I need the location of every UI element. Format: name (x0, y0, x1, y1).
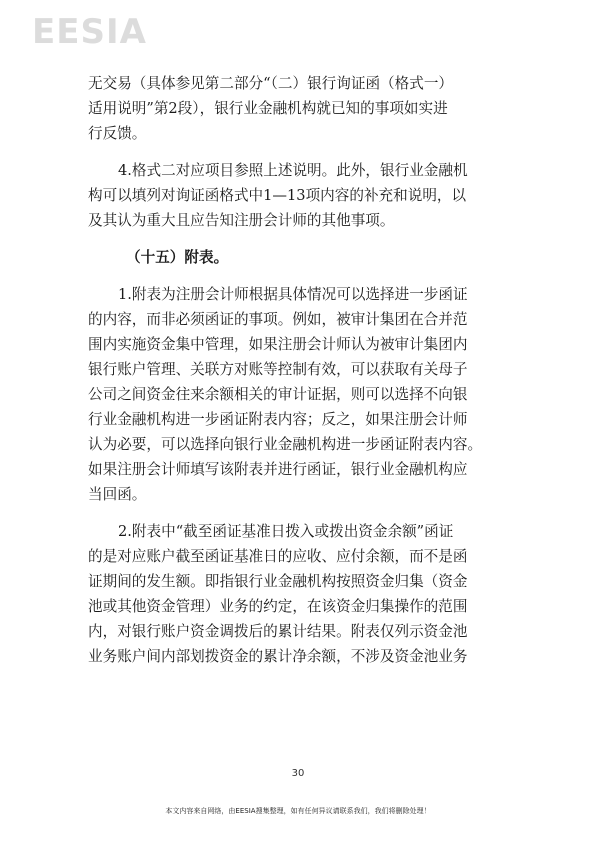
text-line: 证期间的发生额。即指银行业金融机构按照资金归集（资金 (88, 573, 468, 590)
paragraph-line: 4.格式二对应项目参照上述说明。此外，银行业金融机 (118, 162, 468, 179)
text-line: 池或其他资金管理）业务的约定，在该资金归集操作的范围 (88, 598, 468, 615)
text-line: 银行账户管理、关联方对账等控制有效，可以获取有关母子 (88, 361, 468, 378)
text-line: 行业金融机构进一步函证附表内容；反之，如果注册会计师 (88, 411, 468, 428)
text-line: 适用说明”第2段），银行业金融机构就已知的事项如实进 (88, 100, 448, 117)
paragraph-line: 1.附表为注册会计师根据具体情况可以选择进一步函证 (118, 286, 468, 303)
text-line: 构可以填列对询证函格式中1—13项内容的补充和说明，以 (88, 187, 467, 204)
text-line: 的是对应账户截至函证基准日的应收、应付余额，而不是函 (88, 548, 468, 565)
text-line: 业务账户间内部划拨资金的累计净余额，不涉及资金池业务 (88, 648, 468, 665)
text-line: 当回函。 (88, 486, 147, 503)
text-line: 无交易（具体参见第二部分“（二）银行询证函（格式一） (88, 75, 454, 92)
text-line: 公司之间资金往来余额相关的审计证据，则可以选择不向银 (88, 386, 468, 403)
text-line: 围内实施资金集中管理，如果注册会计师认为被审计集团内 (88, 336, 468, 353)
footer-disclaimer: 本文内容来自网络，由EESIA搜集整理，如有任何异议请联系我们，我们将删除处理！ (165, 807, 431, 815)
text-line: 的内容，而非必须函证的事项。例如，被审计集团在合并范 (88, 311, 468, 328)
section-heading: （十五）附表。 (126, 249, 229, 266)
text-line: 认为必要，可以选择向银行业金融机构进一步函证附表内容。 (88, 436, 483, 453)
text-line: 及其认为重大且应告知注册会计师的其他事项。 (88, 212, 395, 229)
text-line: 内，对银行账户资金调拨后的累计结果。附表仅列示资金池 (88, 623, 468, 640)
text-line: 如果注册会计师填写该附表并进行函证，银行业金融机构应 (88, 461, 468, 478)
paragraph-line: 2.附表中“截至函证基准日拨入或拨出资金余额”函证 (118, 523, 454, 540)
page-number: 30 (291, 768, 305, 779)
eesia-logo: EESIA (32, 12, 147, 52)
text-line: 行反馈。 (88, 125, 147, 142)
